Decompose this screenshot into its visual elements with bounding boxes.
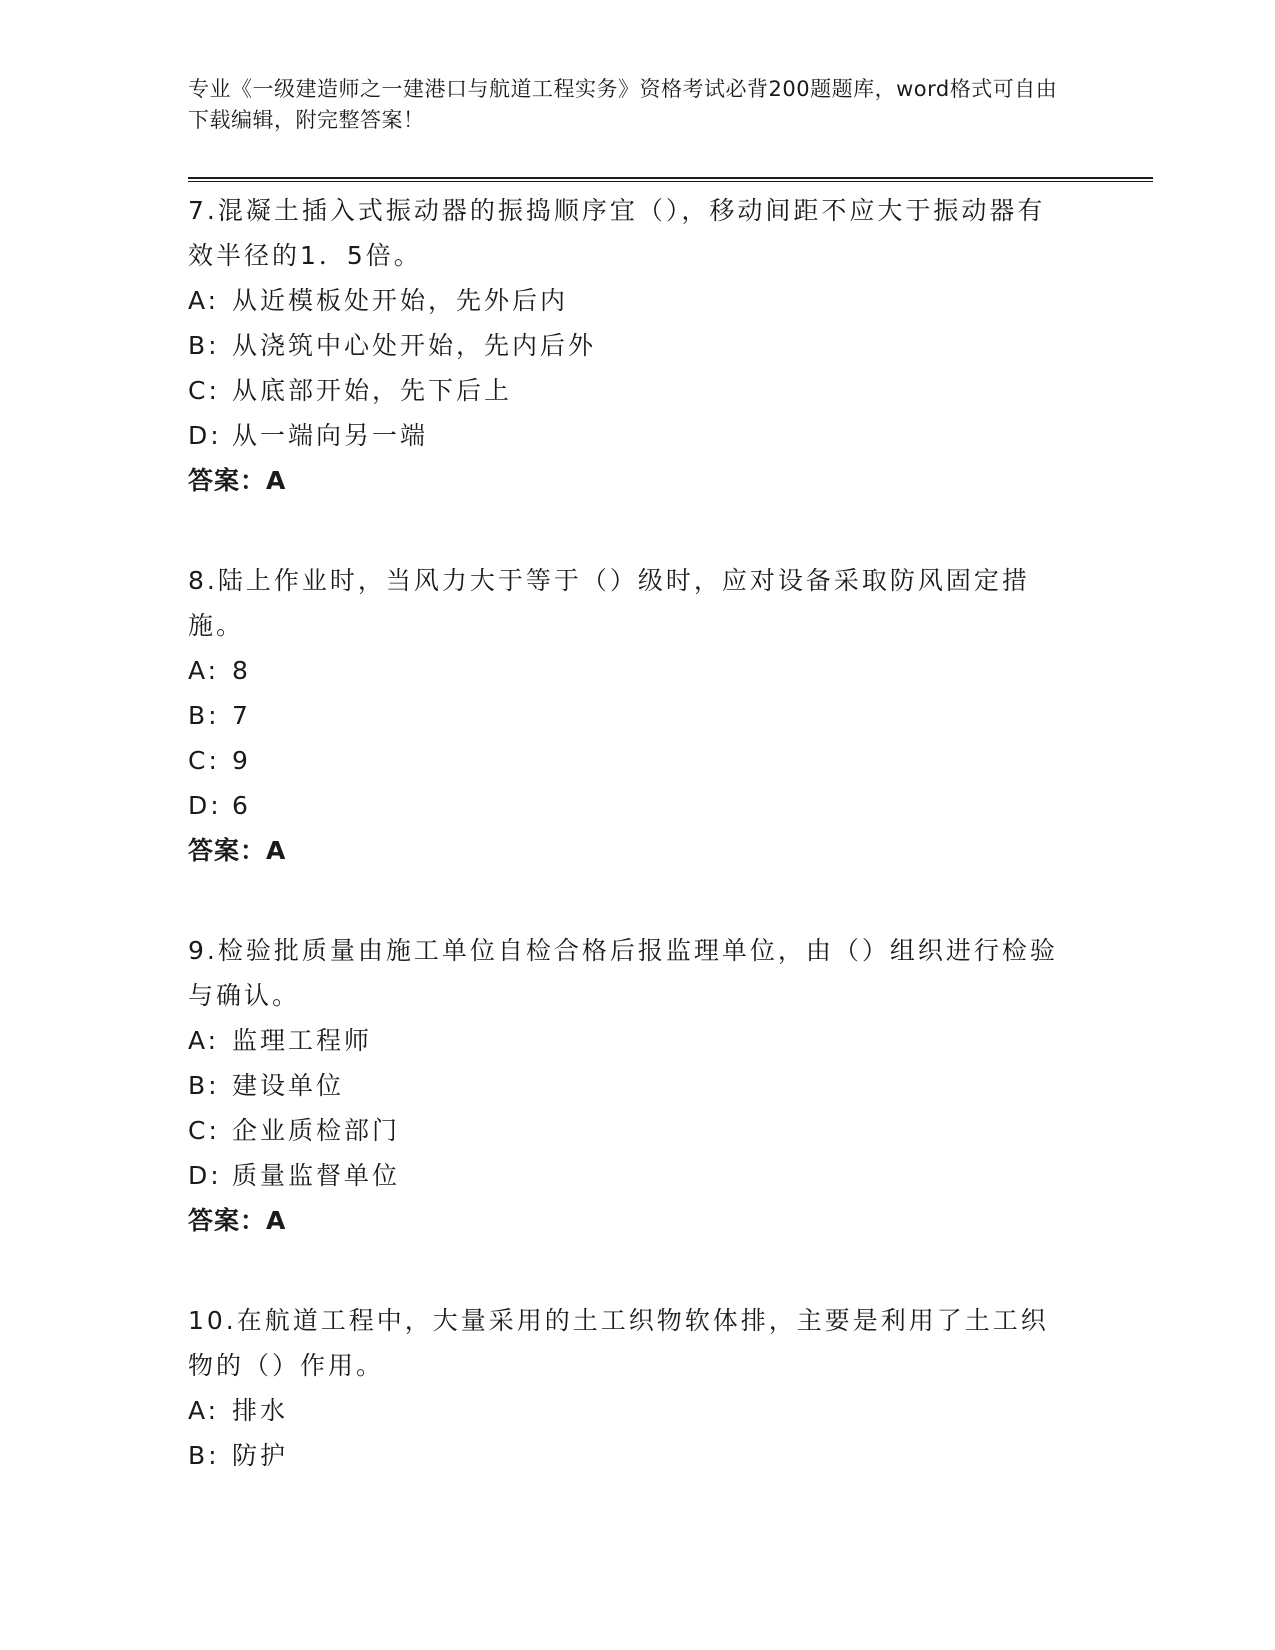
header-divider-thin bbox=[188, 181, 1153, 182]
option-a bbox=[188, 1388, 1088, 1433]
option-d bbox=[188, 1153, 1088, 1198]
option-d bbox=[188, 413, 1088, 458]
answer-line: 答案：A bbox=[188, 836, 287, 865]
question-list bbox=[188, 188, 1088, 1533]
option-text: 质量监督单位 bbox=[232, 1161, 401, 1190]
document-header: 专业《一级建造师之一建港口与航道工程实务》资格考试必背200题题库，word格式可自由下载编辑，附完整答案！ bbox=[188, 77, 1058, 132]
option-letter: B: bbox=[188, 1441, 220, 1470]
option-text: 从底部开始，先下后上 bbox=[232, 376, 513, 405]
answer-line: 答案：A bbox=[188, 1206, 287, 1235]
option-letter: C: bbox=[188, 1116, 220, 1145]
question-10 bbox=[188, 1298, 1088, 1478]
question-8 bbox=[188, 558, 1088, 873]
option-letter: D: bbox=[188, 421, 222, 450]
option-letter: D: bbox=[188, 1161, 222, 1190]
option-letter: A: bbox=[188, 656, 220, 685]
option-a bbox=[188, 278, 1088, 323]
option-b bbox=[188, 1433, 1088, 1478]
question-stem: 9.检验批质量由施工单位自检合格后报监理单位，由（）组织进行检验与确认。 bbox=[188, 936, 1058, 1010]
option-letter: B: bbox=[188, 701, 220, 730]
option-letter: C: bbox=[188, 376, 220, 405]
option-text: 企业质检部门 bbox=[232, 1116, 401, 1145]
option-c bbox=[188, 738, 1088, 783]
option-letter: A: bbox=[188, 286, 220, 315]
option-b bbox=[188, 323, 1088, 368]
option-letter: C: bbox=[188, 746, 220, 775]
option-text: 8 bbox=[232, 656, 251, 685]
option-b bbox=[188, 1063, 1088, 1108]
question-stem: 10.在航道工程中，大量采用的土工织物软体排，主要是利用了土工织物的（）作用。 bbox=[188, 1306, 1049, 1380]
option-c bbox=[188, 1108, 1088, 1153]
question-9 bbox=[188, 928, 1088, 1243]
option-text: 6 bbox=[232, 791, 251, 820]
option-text: 监理工程师 bbox=[232, 1026, 373, 1055]
option-letter: A: bbox=[188, 1026, 220, 1055]
option-text: 排水 bbox=[232, 1396, 289, 1425]
option-a bbox=[188, 648, 1088, 693]
option-letter: B: bbox=[188, 331, 220, 360]
option-text: 从一端向另一端 bbox=[232, 421, 429, 450]
option-text: 从近模板处开始，先外后内 bbox=[232, 286, 569, 315]
option-text: 9 bbox=[232, 746, 251, 775]
option-text: 7 bbox=[232, 701, 251, 730]
option-d bbox=[188, 783, 1088, 828]
question-stem: 8.陆上作业时，当风力大于等于（）级时，应对设备采取防风固定措施。 bbox=[188, 566, 1030, 640]
option-text: 从浇筑中心处开始，先内后外 bbox=[232, 331, 597, 360]
option-b bbox=[188, 693, 1088, 738]
option-text: 建设单位 bbox=[232, 1071, 345, 1100]
question-stem: 7.混凝土插入式振动器的振捣顺序宜（），移动间距不应大于振动器有效半径的1．5倍。 bbox=[188, 196, 1046, 270]
option-letter: D: bbox=[188, 791, 222, 820]
option-a bbox=[188, 1018, 1088, 1063]
option-letter: B: bbox=[188, 1071, 220, 1100]
question-7 bbox=[188, 188, 1088, 503]
option-text: 防护 bbox=[232, 1441, 289, 1470]
header-divider-thick bbox=[188, 177, 1153, 179]
option-c bbox=[188, 368, 1088, 413]
option-letter: A: bbox=[188, 1396, 220, 1425]
answer-line: 答案：A bbox=[188, 466, 287, 495]
